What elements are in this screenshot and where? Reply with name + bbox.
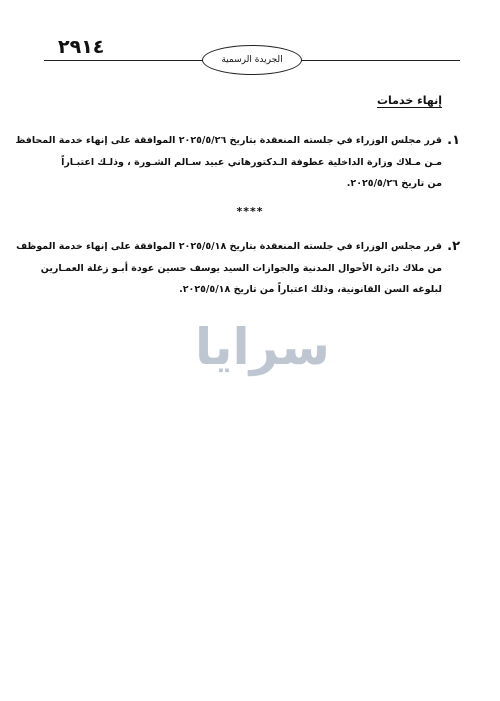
item-line: لبلوغه السن القانونية، وذلك اعتباراً من تاريخ ٢٠٢٥/٥/١٨. (179, 284, 442, 295)
item-line: مـن مـلاك وزارة الداخلية عطوفة الـدكتورهاني عبيد سـالم الشـورة ، وذلـك اعتبـاراً (61, 156, 442, 168)
decision-item (16, 236, 460, 301)
watermark-logo: سرايا (195, 318, 330, 376)
item-number: ٢. (447, 239, 460, 254)
decision-item (15, 130, 460, 195)
section-title: إنهاء خدمات (376, 94, 442, 107)
item-line: من ملاك دائرة الأحوال المدنية والجوازات السيد يوسف حسين عودة أبـو زغلة العمـارين (40, 262, 442, 274)
item-number: ١. (447, 133, 460, 148)
item-line: من تاريخ ٢٠٢٥/٥/٢٦. (346, 178, 442, 189)
item-line: قرر مجلس الوزراء في جلسته المنعقدة بتاريخ ٢٠٢٥/٥/١٨ الموافقة على إنهاء خدمة الموظف (16, 241, 442, 252)
page-number: ٢٩١٤ (58, 36, 105, 58)
gazette-name: الجريدة الرسمية (221, 55, 283, 65)
item-line: قرر مجلس الوزراء في جلسته المنعقدة بتاريخ ٢٠٢٥/٥/٢٦ الموافقة على إنهاء خدمة المحافظ (15, 135, 442, 146)
gazette-name-badge (202, 45, 302, 75)
separator: **** (236, 205, 264, 218)
